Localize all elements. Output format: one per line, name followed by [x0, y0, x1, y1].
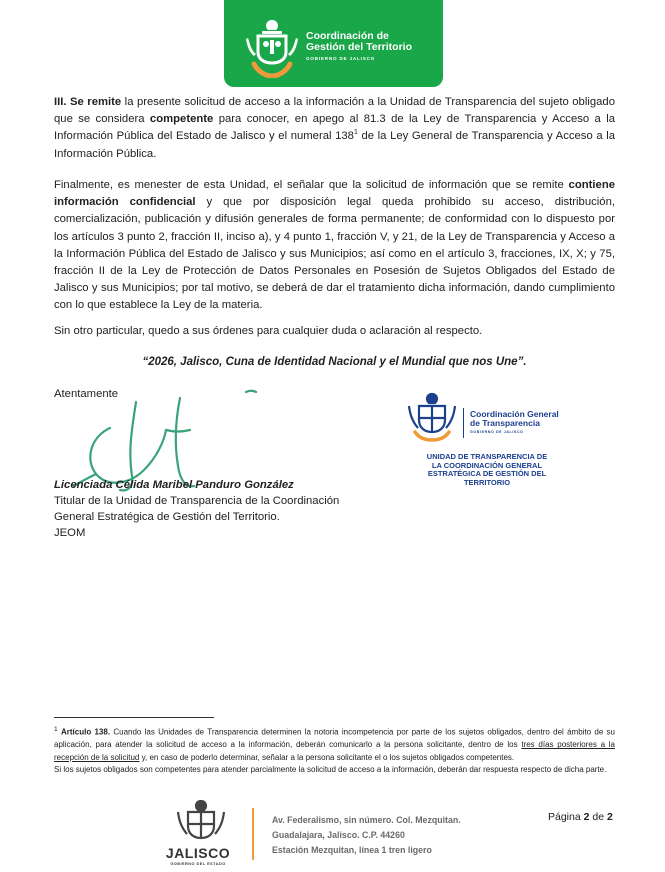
footer-address-line2: Guadalajara, Jalisco. C.P. 44260	[272, 830, 405, 840]
seal-title-line1: Coordinación General	[470, 409, 559, 419]
paragraph-remit-lead: III. Se remite	[54, 96, 122, 108]
footnote-marker: 1	[54, 726, 58, 733]
seal-subtitle: GOBIERNO DE JALISCO	[470, 430, 524, 434]
signatory-name: Licenciada Célida Maribel Panduro González	[54, 479, 294, 491]
footnote-reference[interactable]: 1	[353, 129, 358, 137]
signatory-role-line1: Titular de la Unidad de Transparencia de la Coordinación	[54, 495, 340, 507]
page-label: Página	[548, 811, 581, 823]
paragraph-closing: Sin otro particular, quedo a sus órdenes para cualquier duda o aclaración al respecto.	[54, 325, 483, 337]
footnote-text-a: Cuando las Unidades de Transparencia determinen la notoria incompetencia por parte de los sujetos obligados, dentro del ámbito de su aplicación, para atender la solicitud de acceso a la información, deberán comunicarlo a la persona solicitante, dentro de los	[54, 727, 615, 750]
page-current: 2	[583, 811, 590, 823]
page-of: de	[592, 811, 605, 823]
paragraph-remit-text-a: la presente solicitud de acceso a la información a la Unidad de Transparencia del sujeto obligado que se considera	[54, 96, 615, 126]
footer-brand: JALISCO	[165, 845, 231, 861]
header-subtitle: GOBIERNO DE JALISCO	[306, 56, 376, 61]
transparency-unit-stamp	[405, 453, 569, 487]
paragraph-remit	[54, 94, 615, 163]
unit-line3: ESTRATÉGICA DE GESTIÓN DEL	[427, 469, 547, 479]
header-banner	[224, 0, 443, 87]
signature-block	[54, 477, 339, 541]
paragraph-confidential	[54, 177, 615, 315]
unit-line4: TERRITORIO	[463, 477, 511, 487]
footer-address-line3: Estación Mezquitan, línea 1 tren ligero	[272, 845, 432, 855]
header-title-line1: Coordinación de	[306, 30, 389, 42]
seal-title	[470, 410, 559, 428]
footnote	[54, 724, 615, 777]
signatory-initials: JEOM	[54, 527, 86, 539]
paragraph-confidential-text-b: y que por disposición legal queda prohibido su acceso, distribución, comercialización, publicación y difusión generales de forma permanente; de conformidad con lo dispuesto por los artículos 3 punto 2, fracción II, inciso a), y 4 punto 1, fracción V, y 21, de la Ley de Transparencia y Acceso a la Información Pública del Estado de Jalisco y sus Municipios; así como en el artículo 3, fracciones, IX, X; y 75, fracción II de la Ley de Protección de Datos Personales en Posesión de Sujetos Obligados del Estado de Jalisco y sus Municipios; por tal motivo, se deberá de dar el tratamiento dicha información, dando cumplimiento con lo que establece la Ley de la materia.	[54, 196, 615, 312]
footnote-divider	[54, 717, 214, 718]
slogan: “2026, Jalisco, Cuna de Identidad Nacional y el Mundial que nos Une”.	[142, 356, 527, 368]
paragraph-confidential-text-a: Finalmente, es menester de esta Unidad, el señalar que la solicitud de información que se remite	[54, 179, 569, 191]
footnote-text-b: y, en caso de poderlo determinar, señalar a la persona solicitante el o los sujetos obligados competentes.	[139, 752, 515, 762]
jalisco-coat-of-arms-icon	[244, 18, 300, 78]
footnote-text-c: Si los sujetos obligados son competentes para atender parcialmente la solicitud de acceso a la información, deberán dar respuesta respecto de dicha parte.	[54, 765, 607, 775]
header-title-line2: Gestión del Territorio	[306, 41, 412, 53]
seal-title-line2: de Transparencia	[470, 418, 540, 428]
unit-line1: UNIDAD DE TRANSPARENCIA DE	[426, 452, 548, 461]
footer-divider	[252, 808, 254, 860]
jalisco-footer-emblem-icon	[174, 800, 228, 844]
page-total: 2	[607, 811, 613, 823]
signatory-role-line2: General Estratégica de Gestión del Territorio.	[54, 511, 280, 523]
closing-salutation: Atentamente	[54, 388, 119, 400]
unit-line2: LA COORDINACIÓN GENERAL	[431, 460, 543, 470]
paragraph-remit-text-b: para conocer, en apego al 81.3 de la Ley de Transparencia y Acceso a la Información Pública del Estado de Jalisco y el numeral 138	[54, 113, 615, 143]
paragraph-confidential-bold: contiene información confidencial	[54, 179, 615, 209]
footnote-label: Artículo 138.	[60, 727, 111, 737]
footer-address-line1: Av. Federalismo, sin número. Col. Mezquitan.	[272, 815, 461, 825]
footer-address	[272, 813, 461, 858]
footer-brand-sub: GOBIERNO DEL ESTADO	[170, 862, 226, 866]
page-number	[548, 811, 613, 823]
paragraph-remit-text-c: de la Ley General de Transparencia y Acceso a la Información Pública.	[54, 130, 616, 160]
header-title	[306, 31, 412, 53]
seal-divider	[463, 408, 464, 438]
paragraph-remit-bold: competente	[149, 113, 214, 126]
transparency-coat-of-arms-icon	[405, 392, 459, 442]
footnote-underlined: tres días posteriores a la recepción de la solicitud	[54, 740, 615, 762]
